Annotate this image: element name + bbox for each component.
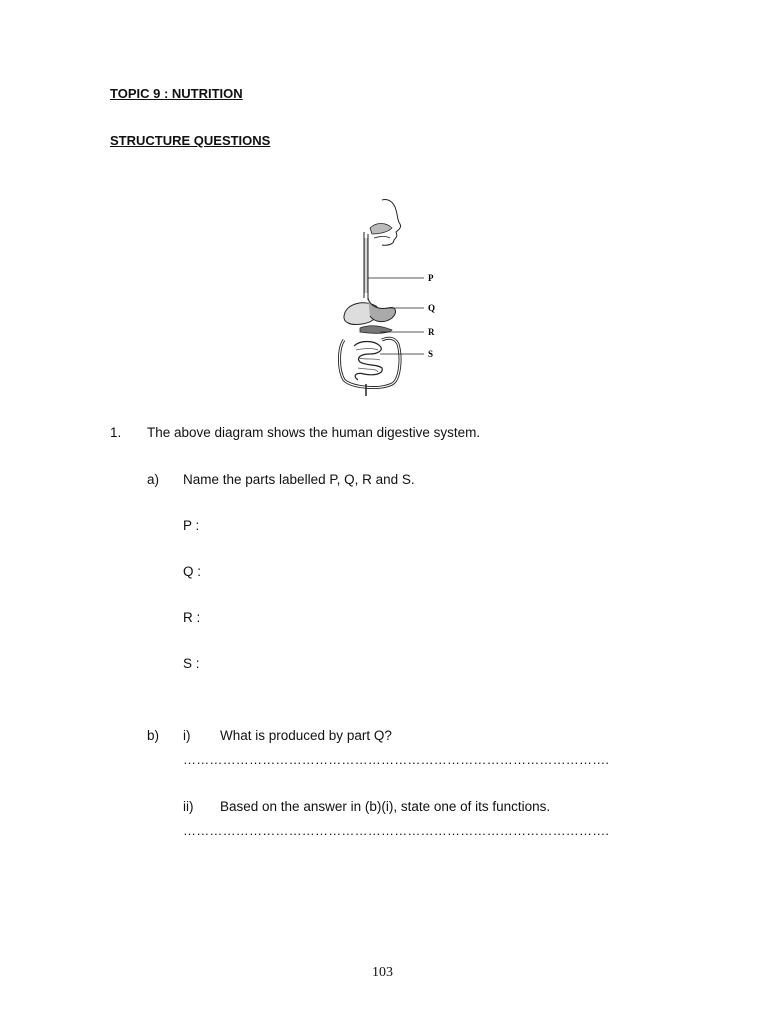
page-number: 103 (372, 965, 393, 980)
part-b-ii-marker: ii) (183, 799, 194, 814)
part-b-marker: b) (147, 728, 160, 743)
answer-label-s: S : (183, 656, 200, 671)
answer-label-q: Q : (183, 564, 202, 579)
diagram-label-q: Q (428, 303, 436, 313)
part-b-ii-text: Based on the answer in (b)(i), state one of its functions. (220, 799, 551, 814)
diagram-label-p: P (428, 273, 434, 283)
part-a-marker: a) (147, 472, 160, 487)
part-a-text: Name the parts labelled P, Q, R and S. (183, 472, 415, 487)
answer-label-r: R : (183, 610, 201, 625)
digestive-diagram-svg (330, 198, 445, 398)
question-stem: The above diagram shows the human digestive system. (147, 425, 481, 440)
part-b-i-marker: i) (183, 728, 191, 743)
answer-line-b-i[interactable]: ……………………………………………………………………………………. (183, 752, 610, 767)
answer-line-b-ii[interactable]: ……………………………………………………………………………………. (183, 823, 610, 838)
section-heading: STRUCTURE QUESTIONS (110, 133, 271, 148)
question-number: 1. (110, 425, 122, 440)
answer-label-p: P : (183, 518, 200, 533)
topic-heading: TOPIC 9 : NUTRITION (110, 86, 243, 101)
diagram-label-r: R (428, 327, 435, 337)
diagram-label-s: S (428, 349, 434, 359)
part-b-i-text: What is produced by part Q? (220, 728, 392, 743)
digestive-system-diagram (330, 198, 445, 398)
